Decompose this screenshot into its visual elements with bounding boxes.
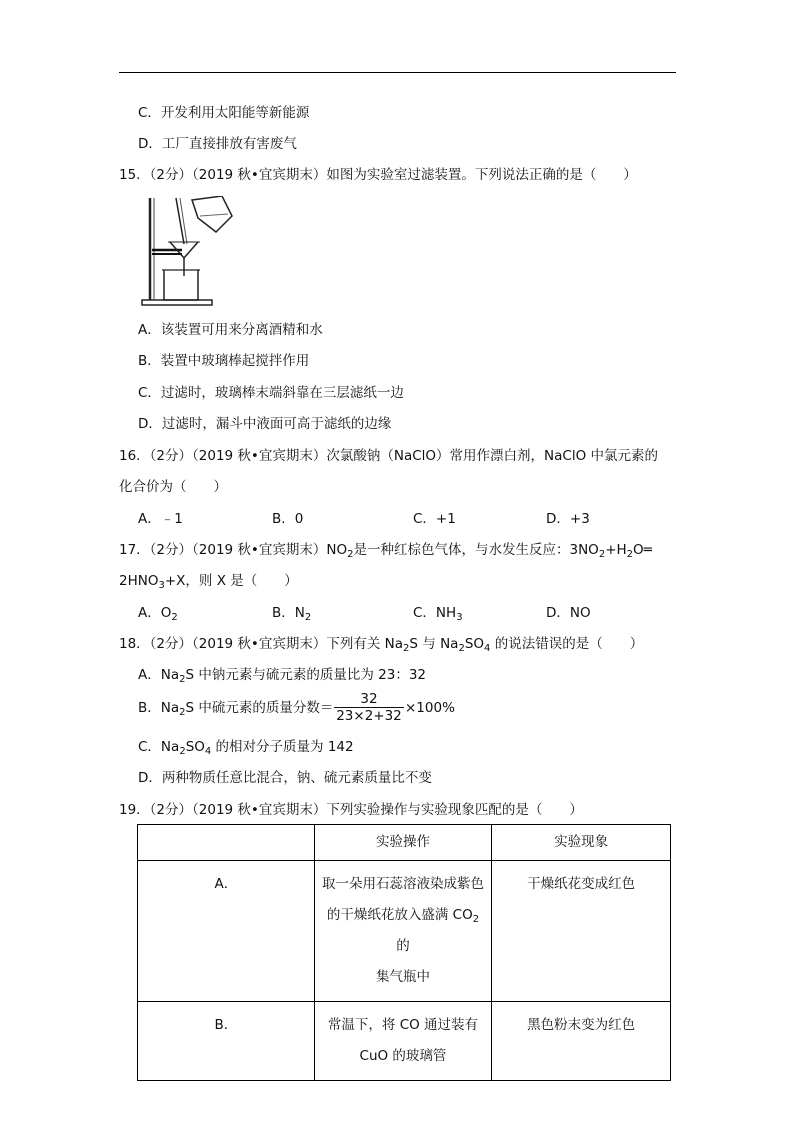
table-header-row bbox=[138, 825, 671, 861]
q16-option-d: D．+3 bbox=[546, 511, 590, 527]
q16-stem-line1: 16．（2分）（2019 秋•宜宾期末）次氯酸钠（NaClO）常用作漂白剂，NaClO 中氯元素的 bbox=[119, 448, 659, 464]
q17-option-b: B．$N_2$ bbox=[272, 605, 312, 623]
q17-option-d: D．NO bbox=[546, 605, 591, 621]
header-rule bbox=[119, 72, 676, 73]
fraction-numerator: 32 bbox=[334, 691, 404, 708]
row-b-label: B． bbox=[138, 1002, 315, 1081]
row-b-operation: 常温下，将 CO 通过装有 CuO 的玻璃管 bbox=[314, 1002, 492, 1081]
q19-table bbox=[137, 824, 671, 1081]
q17-stem-line2: $2HNO_3+X$，则 X 是（ ） bbox=[119, 573, 298, 591]
q18-fraction bbox=[334, 691, 404, 724]
q18-option-b-tail: ×100% bbox=[405, 700, 455, 716]
q16-stem-line2: 化合价为（ ） bbox=[119, 479, 227, 495]
q16-option-a: A．﹣1 bbox=[138, 511, 183, 527]
header-cell-phenomenon: 实验现象 bbox=[492, 825, 671, 861]
q18-stem: 18．（2分）（2019 秋•宜宾期末）下列有关 $Na_2S$ 与 $Na_2SO_4$ 的说法错误的是（ ） bbox=[119, 636, 644, 654]
fraction-denominator: 23×2+32 bbox=[336, 708, 402, 724]
q14-option-c: C．开发利用太阳能等新能源 bbox=[138, 105, 310, 121]
q15-option-c: C．过滤时，玻璃棒末端斜靠在三层滤纸一边 bbox=[138, 385, 404, 401]
q15-option-d: D．过滤时，漏斗中液面可高于滤纸的边缘 bbox=[138, 416, 392, 432]
q18-option-b: B．$Na_2S$ 中硫元素的质量分数＝ bbox=[138, 700, 334, 718]
table-row bbox=[138, 1002, 671, 1081]
table-row bbox=[138, 861, 671, 1002]
q15-option-b: B．装置中玻璃棒起搅拌作用 bbox=[138, 353, 310, 369]
q17-option-a: A．$O_2$ bbox=[138, 605, 178, 623]
row-b-phenomenon: 黑色粉末变为红色 bbox=[492, 1002, 671, 1081]
q18-option-a: A．$Na_2S$ 中钠元素与硫元素的质量比为 23：32 bbox=[138, 667, 426, 685]
q18-option-c: C．$Na_2SO_4$ 的相对分子质量为 142 bbox=[138, 739, 354, 757]
q15-stem: 15．（2分）（2019 秋•宜宾期末）如图为实验室过滤装置。下列说法正确的是（ ） bbox=[119, 167, 637, 183]
header-cell-empty bbox=[138, 825, 315, 861]
q15-option-a: A．该装置可用来分离酒精和水 bbox=[138, 322, 323, 338]
row-a-phenomenon: 干燥纸花变成红色 bbox=[492, 861, 671, 1002]
q14-option-d: D．工厂直接排放有害废气 bbox=[138, 136, 297, 152]
q18-option-d: D．两种物质任意比混合，钠、硫元素质量比不变 bbox=[138, 770, 432, 786]
row-a-label: A． bbox=[138, 861, 315, 1002]
q16-option-b: B．0 bbox=[272, 511, 304, 527]
q16-option-c: C．+1 bbox=[413, 511, 456, 527]
q17-stem-line1: 17．（2分）（2019 秋•宜宾期末）$NO_2$是一种红棕色气体，与水发生反应：$3NO_2+H_2O═$ bbox=[119, 542, 652, 560]
q19-stem: 19．（2分）（2019 秋•宜宾期末）下列实验操作与实验现象匹配的是（ ） bbox=[119, 802, 583, 818]
row-a-operation: 取一朵用石蕊溶液染成紫色 的干燥纸花放入盛满 $CO_2$ 的 集气瓶中 bbox=[314, 861, 492, 1002]
filtration-apparatus-figure bbox=[140, 196, 248, 308]
header-cell-operation: 实验操作 bbox=[314, 825, 492, 861]
q17-option-c: C．$NH_3$ bbox=[413, 605, 463, 623]
